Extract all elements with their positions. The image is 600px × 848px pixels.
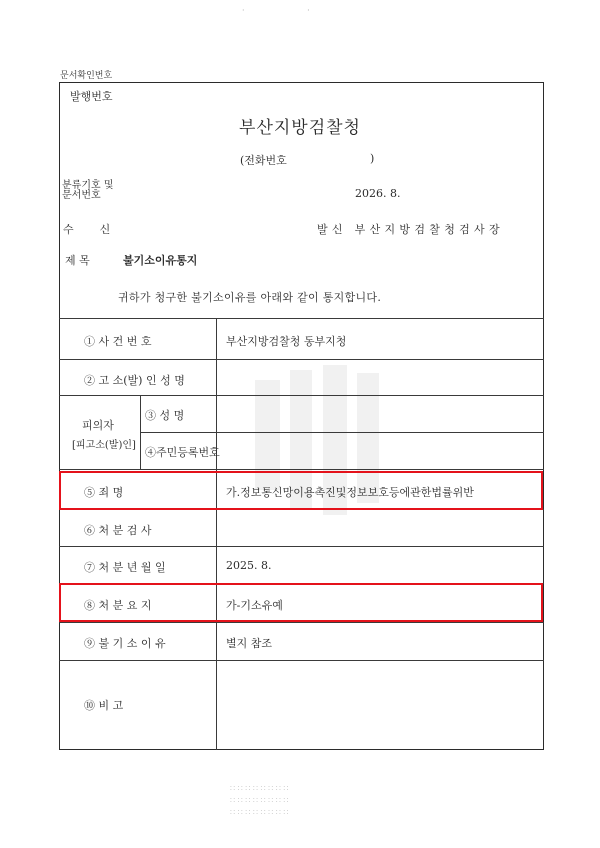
row-label-prosecutor: ⑥ 처 분 검 사 <box>84 524 152 537</box>
highlight-box-disposition <box>59 583 543 622</box>
classification-label <box>62 181 113 201</box>
table-line <box>59 660 544 661</box>
classification-label-line1: 분류기호 및 <box>62 180 114 191</box>
row-value-disposition-date: 2025. 8. <box>226 559 272 572</box>
row-value-non-prosecution-reason: 별지 참조 <box>226 637 273 650</box>
suspect-name-label: ③ 성 명 <box>145 409 185 422</box>
recipient-label <box>63 221 110 237</box>
row-label-disposition-date: ⑦ 처 분 년 월 일 <box>84 561 166 574</box>
classification-label-line2: 문서번호 <box>62 190 101 201</box>
row-label-complainant: ② 고 소(발) 인 성 명 <box>84 374 185 387</box>
recipient-label-1: 수 <box>63 223 74 236</box>
phone-label: (전화번호 <box>240 154 287 167</box>
table-line <box>59 318 544 319</box>
scan-marks: · · <box>242 6 340 15</box>
row-label-case-number: ① 사 건 번 호 <box>84 335 152 348</box>
sender: 발신 부산지방검찰청검사장 <box>317 223 504 236</box>
table-line <box>59 469 544 470</box>
issue-date: 2026. 8. <box>355 187 401 200</box>
row-value-case-number: 부산지방검찰청 동부지청 <box>226 335 347 348</box>
recipient-label-2: 신 <box>99 223 111 236</box>
subject-label: 제 목 <box>65 254 90 267</box>
footer-stamp-marks: ∷ ∷ ∷ ∷ ∷ ∷ ∷ ∷ ∷ ∷ ∷ ∷ ∷ ∷ ∷ ∷ ∷ ∷ ∷ ∷ ∷ ∷ ∷ ∷ <box>230 784 289 817</box>
table-column-divider <box>216 318 217 750</box>
suspect-column-divider <box>140 395 141 469</box>
suspect-id-label: ④주민등록번호 <box>145 446 220 459</box>
row-value-charge: 가.정보통신망이용촉진및정보보호등에관한법률위반 <box>226 486 474 499</box>
row-label-remarks: ⑩ 비 고 <box>84 699 124 712</box>
issue-number-label: 발행번호 <box>70 90 113 103</box>
table-line <box>59 395 544 396</box>
row-label-disposition-summary: ⑧ 처 분 요 지 <box>84 599 152 612</box>
suspect-label-line2: [피고소(발)인] <box>72 440 136 451</box>
table-line <box>59 546 544 547</box>
document-confirm-number-label: 문서확인번호 <box>60 71 113 81</box>
phone-close-paren: ) <box>370 152 375 165</box>
row-label-non-prosecution-reason: ⑨ 불 기 소 이 유 <box>84 637 166 650</box>
highlight-box-charge <box>59 471 543 510</box>
table-line <box>59 622 544 623</box>
row-value-disposition-summary: 가-기소유예 <box>226 599 283 612</box>
row-label-charge: ⑤ 죄 명 <box>84 486 124 499</box>
subject: 불기소이유통지 <box>123 254 198 267</box>
notice-text: 귀하가 청구한 불기소이유를 아래와 같이 통지합니다. <box>118 291 382 304</box>
table-line <box>59 359 544 360</box>
suspect-label-line1: 피의자 <box>82 419 114 432</box>
table-line <box>140 432 544 433</box>
agency-title: 부산지방검찰청 <box>239 118 361 138</box>
